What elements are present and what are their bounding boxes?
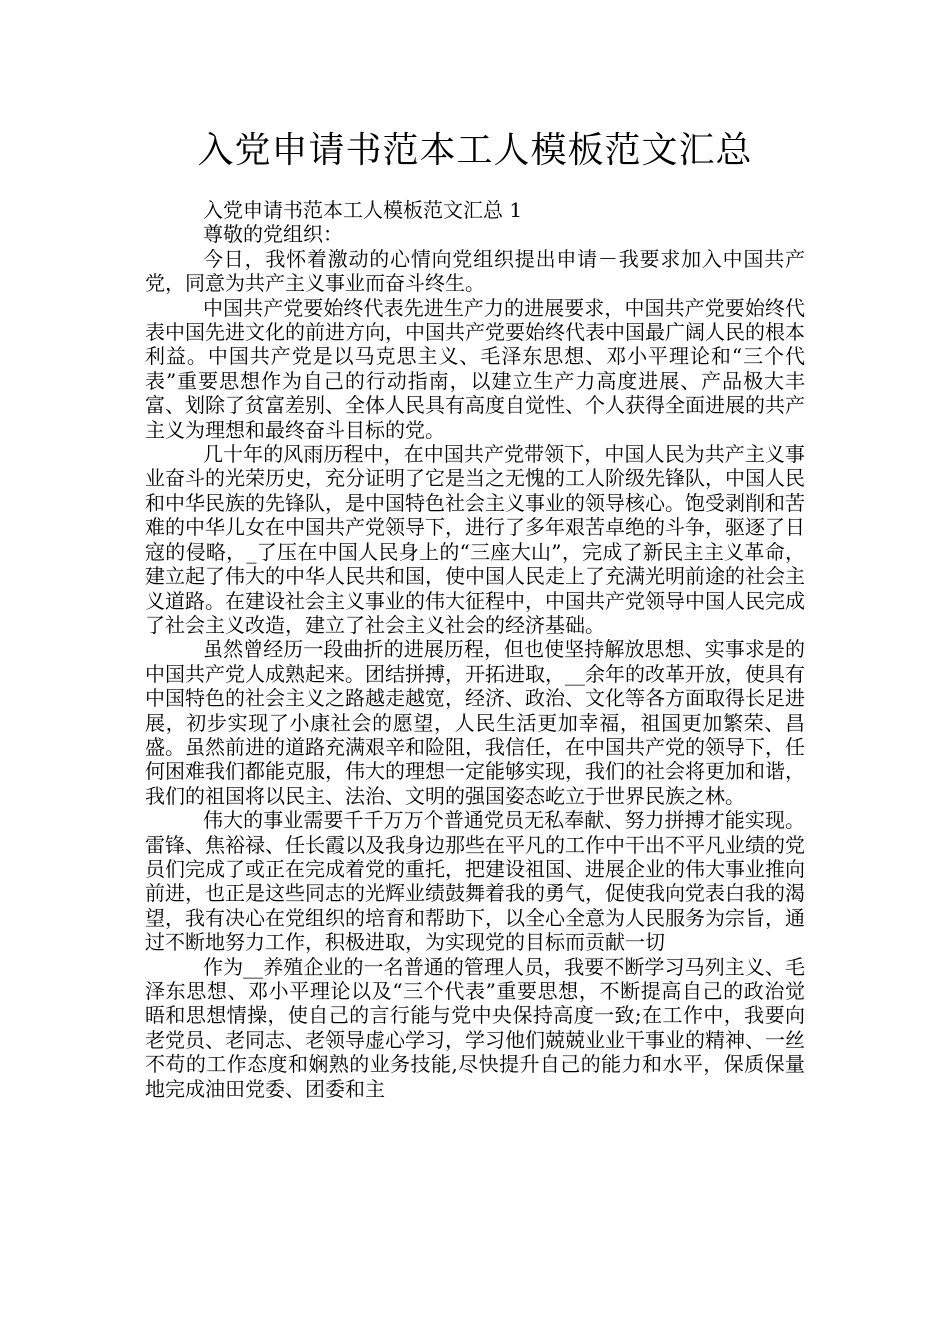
paragraph: 虽然曾经历一段曲折的进展历程，但也使坚持解放思想、实事求是的中国共产党人成熟起来。团结拼搏，开拓进取，__余年的改革开放，使具有中国特色的社会主义之路越走越宽，经济、政治、文化等各方面取得长足进展，初步实现了小康社会的愿望，人民生活更加幸福，祖国更加繁荣、昌盛。虽然前进的道路充满艰辛和险阻，我信任，在中国共产党的领导下，任何困难我们都能克服，伟大的理想一定能够实现，我们的社会将更加和谐，我们的祖国将以民主、法治、文明的强国姿态屹立于世界民族之林。 (145, 637, 805, 808)
paragraph: 作为__养殖企业的一名普通的管理人员，我要不断学习马列主义、毛泽东思想、邓小平理论以及“三个代表”重要思想，不断提高自己的政治觉晤和思想情操，使自己的言行能与党中央保持高度一致;在工作中，我要向老党员、老同志、老领导虚心学习，学习他们兢兢业业干事业的精神、一丝不苟的工作态度和娴熟的业务技能,尽快提升自己的能力和水平，保质保量地完成油田党委、团委和主 (145, 954, 805, 1101)
document-body (145, 198, 805, 1101)
paragraph-salutation: 尊敬的党组织： (203, 222, 343, 247)
paragraph: 伟大的事业需要千千万万个普通党员无私奉献、努力拼搏才能实现。雷锋、焦裕禄、任长霞以及我身边那些在平凡的工作中干出不平凡业绩的党员们完成了或正在完成着党的重托，把建设祖国、进展企业的伟大事业推向前进，也正是这些同志的光辉业绩鼓舞着我的勇气，促使我向党表白我的渴望，我有决心在党组织的培育和帮助下，以全心全意为人民服务为宗旨，通过不断地努力工作，积极进取，为实现党的目标而贡献一切 (145, 808, 805, 955)
paragraph: 今日，我怀着激动的心情向党组织提出申请－我要求加入中国共产党，同意为共产主义事业而奋斗终生。 (145, 246, 805, 296)
document-title: 入党申请书范本工人模板范文汇总 (197, 130, 753, 171)
paragraph-heading: 入党申请书范本工人模板范文汇总 1 (203, 198, 523, 222)
paragraph: 中国共产党要始终代表先进生产力的进展要求，中国共产党要始终代表中国先进文化的前进方向，中国共产党要始终代表中国最广阔人民的根本利益。中国共产党是以马克思主义、毛泽东思想、邓小平理论和“三个代表”重要思想作为自己的行动指南，以建立生产力高度进展、产品极大丰富、划除了贫富差别、全体人民具有高度自觉性、个人获得全面进展的共产主义为理想和最终奋斗目标的党。 (145, 295, 805, 442)
paragraph: 几十年的风雨历程中，在中国共产党带领下，中国人民为共产主义事业奋斗的光荣历史，充分证明了它是当之无愧的工人阶级先锋队，中国人民和中华民族的先锋队，是中国特色社会主义事业的领导核心。饱受剥削和苦难的中华儿女在中国共产党领导下，进行了多年艰苦卓绝的斗争，驱逐了日寇的侵略，_了压在中国人民身上的“三座大山”，完成了新民主主义革命，建立起了伟大的中华人民共和国，使中国人民走上了充满光明前途的社会主义道路。在建设社会主义事业的伟大征程中，中国共产党领导中国人民完成了社会主义改造，建立了社会主义社会的经济基础。 (145, 442, 805, 637)
document-page (145, 0, 805, 1101)
